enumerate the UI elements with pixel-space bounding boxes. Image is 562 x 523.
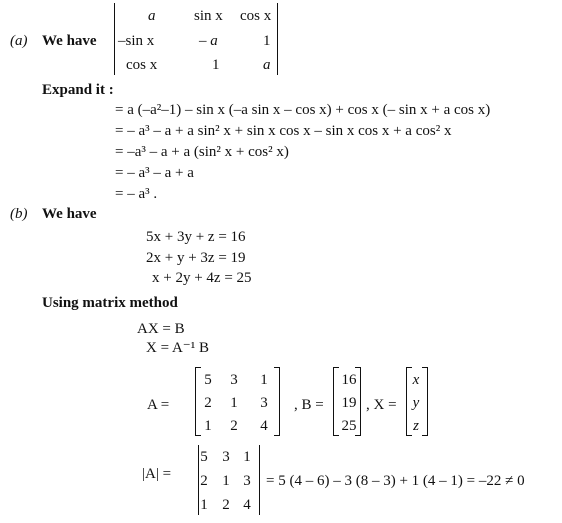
matrix-a-r1c3: 1 xyxy=(260,372,268,388)
det-right-bar xyxy=(259,445,260,515)
equation-x-inv: X = A⁻¹ B xyxy=(146,340,209,356)
det-a-r1c1: a xyxy=(148,8,156,24)
det-a-r2c1: –sin x xyxy=(118,33,155,49)
matrix-a-label: A = xyxy=(147,397,170,413)
det-a-r2c2: – a xyxy=(199,33,218,49)
det-r3c1: 1 xyxy=(200,497,208,513)
expansion-line-4: = – a³ – a + a xyxy=(115,165,194,181)
part-b-we-have: We have xyxy=(42,206,97,222)
expand-label: Expand it : xyxy=(42,82,114,98)
part-b-label: (b) xyxy=(10,206,28,222)
det-a-r2c3: 1 xyxy=(263,33,271,49)
matrix-a-r1c1: 5 xyxy=(204,372,212,388)
det-a-r1c3: cos x xyxy=(240,8,272,24)
det-a-r3c3: a xyxy=(263,57,271,73)
det-a-r3c2: 1 xyxy=(212,57,220,73)
det-a-label: |A| = xyxy=(142,466,172,482)
equation-3: x + 2y + 4z = 25 xyxy=(152,270,252,286)
matrix-method-label: Using matrix method xyxy=(42,295,178,311)
expansion-line-5: = – a³ . xyxy=(115,186,158,202)
matrix-a-r3c3: 4 xyxy=(260,418,268,434)
det-r1c1: 5 xyxy=(200,449,208,465)
det-r3c2: 2 xyxy=(222,497,230,513)
equation-2: 2x + y + 3z = 19 xyxy=(146,250,246,266)
matrix-x-r3: z xyxy=(413,418,419,434)
det-r2c2: 1 xyxy=(222,473,230,489)
matrix-b-r3: 25 xyxy=(341,418,357,434)
det-r2c1: 2 xyxy=(200,473,208,489)
det-r1c3: 1 xyxy=(243,449,251,465)
det-a-r1c2: sin x xyxy=(194,8,223,24)
expansion-line-2: = – a³ – a + a sin² x + sin x cos x – sin x cos x + a cos² x xyxy=(115,123,452,139)
det-a-result: = 5 (4 – 6) – 3 (8 – 3) + 1 (4 – 1) = –22 ≠ 0 xyxy=(266,473,525,489)
matrix-a-r3c1: 1 xyxy=(204,418,212,434)
det-a-left-bar xyxy=(114,3,115,75)
matrix-x-label: , X = xyxy=(366,397,397,413)
det-r3c3: 4 xyxy=(243,497,251,513)
matrix-a-r2c2: 1 xyxy=(230,395,238,411)
det-r1c2: 3 xyxy=(222,449,230,465)
equation-1: 5x + 3y + z = 16 xyxy=(146,229,246,245)
det-a-r3c1: cos x xyxy=(126,57,158,73)
matrix-b-label: , B = xyxy=(294,397,324,413)
matrix-a-r1c2: 3 xyxy=(230,372,238,388)
matrix-a-r2c3: 3 xyxy=(260,395,268,411)
part-a-label: (a) xyxy=(10,33,28,49)
expansion-line-1: = a (–a²–1) – sin x (–a sin x – cos x) + cos x (– sin x + a cos x) xyxy=(115,102,491,118)
matrix-a-r3c2: 2 xyxy=(230,418,238,434)
part-a-we-have: We have xyxy=(42,33,97,49)
equation-ax-b: AX = B xyxy=(137,321,185,337)
expansion-line-3: = –a³ – a + a (sin² x + cos² x) xyxy=(115,144,289,160)
det-r2c3: 3 xyxy=(243,473,251,489)
matrix-x-r2: y xyxy=(412,395,420,411)
matrix-a-r2c1: 2 xyxy=(204,395,212,411)
matrix-b-r2: 19 xyxy=(341,395,357,411)
det-a-right-bar xyxy=(277,3,278,75)
matrix-x-r1: x xyxy=(412,372,420,388)
matrix-b-r1: 16 xyxy=(341,372,357,388)
matrix-a-right-bracket xyxy=(274,367,280,436)
